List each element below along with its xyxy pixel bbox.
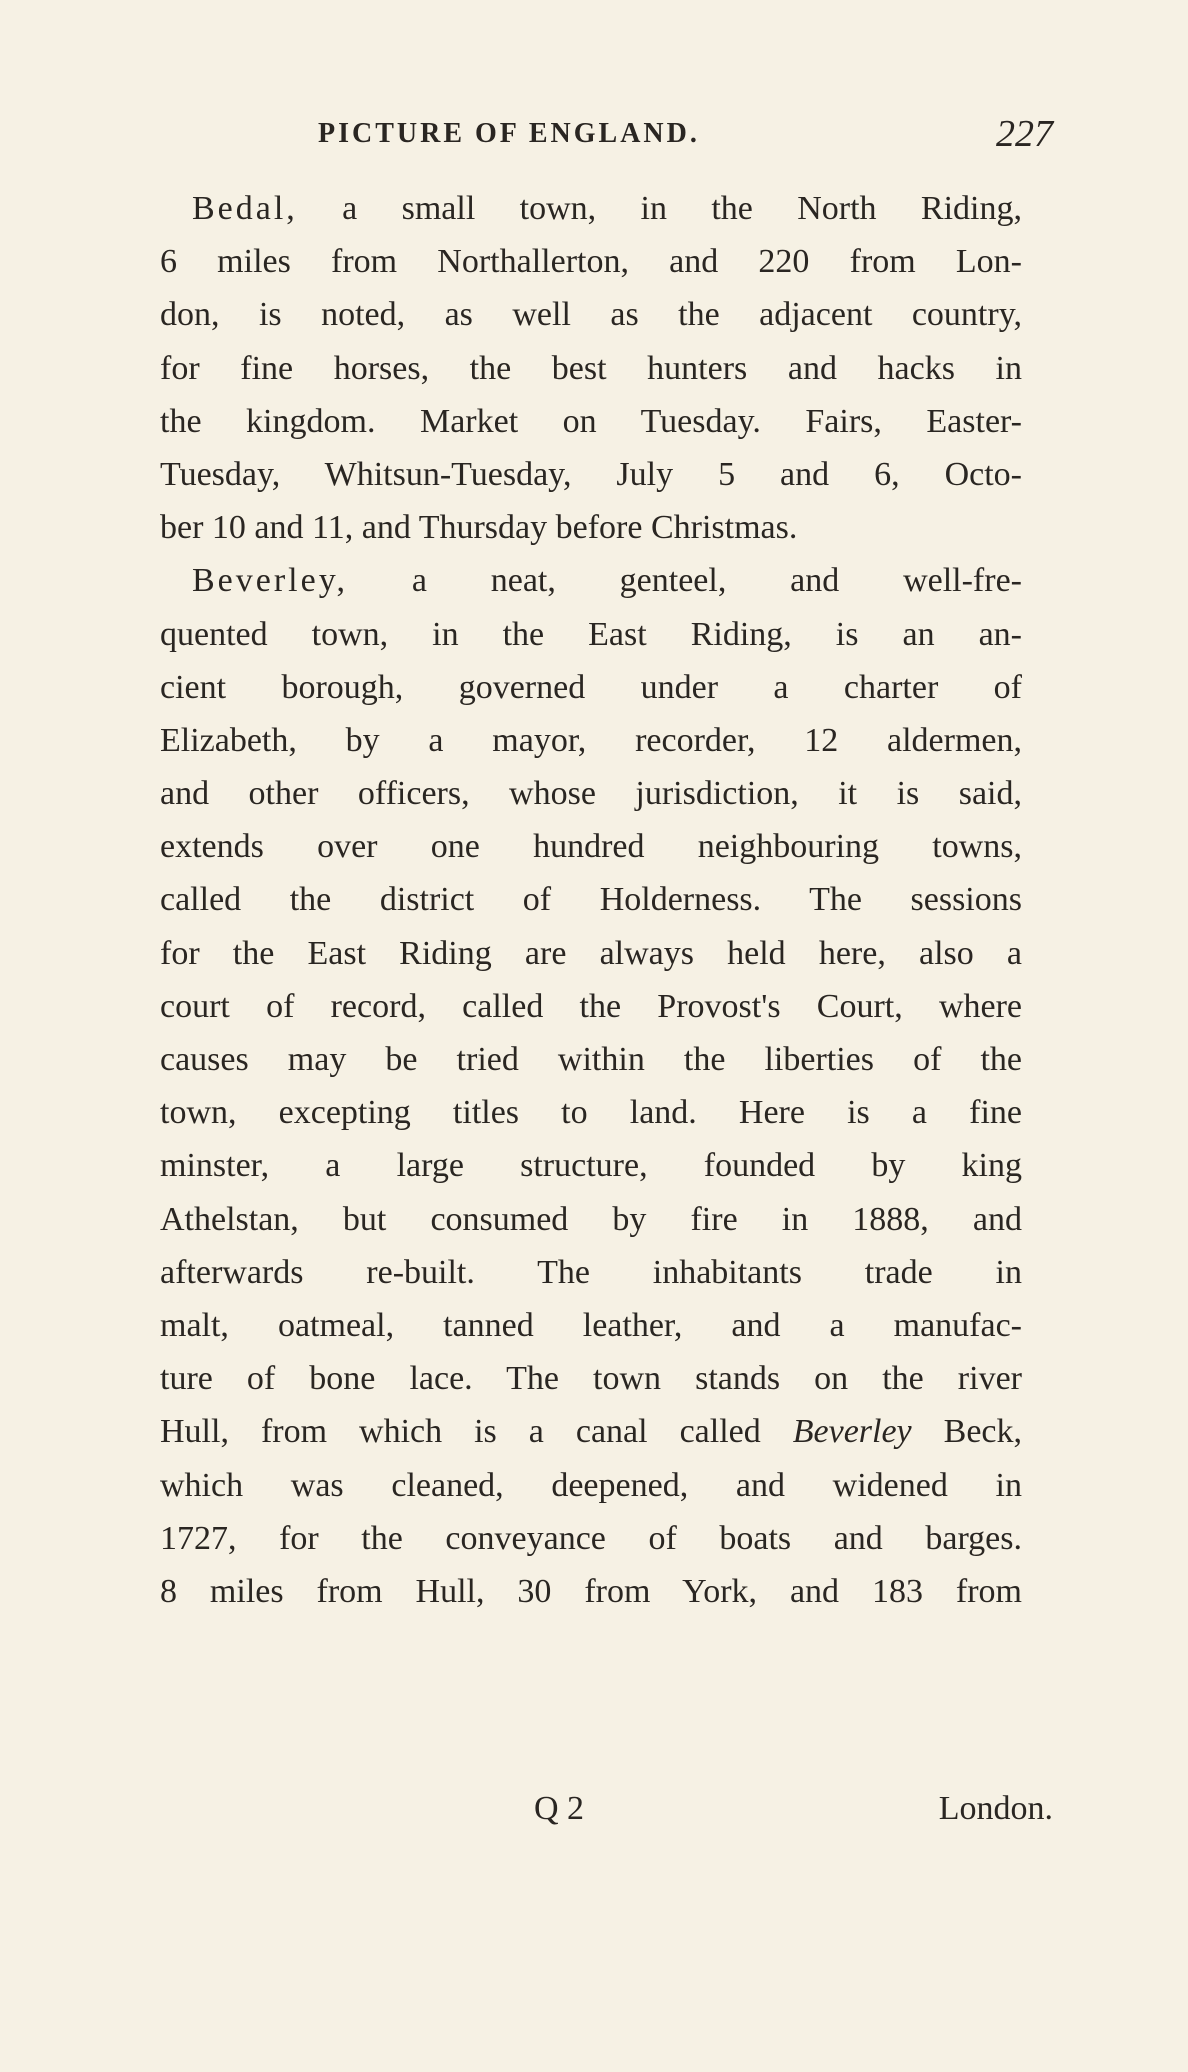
text-line: ber 10 and 11, and Thursday before Christmas. bbox=[160, 509, 798, 547]
text-line: for the East Riding are always held here, also a bbox=[160, 934, 1022, 972]
text-line: malt, oatmeal, tanned leather, and a manufac- bbox=[160, 1306, 1022, 1344]
text-line: extends over one hundred neighbouring towns, bbox=[160, 828, 1022, 866]
text-line: Tuesday, Whitsun-Tuesday, July 5 and 6, Octo- bbox=[160, 455, 1022, 493]
italic-beverley: Beverley bbox=[792, 1413, 912, 1451]
text-line: Elizabeth, by a mayor, recorder, 12 aldermen, bbox=[160, 721, 1022, 759]
text-line: Hull, from which is a canal called Beverley Beck, bbox=[160, 1413, 1022, 1451]
running-title: PICTURE OF ENGLAND. bbox=[318, 118, 700, 149]
text-line: called the district of Holderness. The sessions bbox=[160, 881, 1022, 919]
text-line: 6 miles from Northallerton, and 220 from Lon- bbox=[160, 243, 1022, 281]
text-line: Bedal, a small town, in the North Riding, bbox=[192, 190, 1022, 227]
text-line: quented town, in the East Riding, is an an- bbox=[160, 615, 1022, 653]
signature-mark: Q 2 bbox=[534, 1790, 585, 1827]
running-head bbox=[0, 113, 1188, 168]
text-line: minster, a large structure, founded by king bbox=[160, 1147, 1022, 1185]
text-line: which was cleaned, deepened, and widened in bbox=[160, 1466, 1022, 1504]
text-line: Athelstan, but consumed by fire in 1888, and bbox=[160, 1200, 1022, 1238]
text-line: causes may be tried within the liberties of the bbox=[160, 1041, 1022, 1078]
catchword: London. bbox=[938, 1790, 1053, 1827]
text-line: for fine horses, the best hunters and hacks in bbox=[160, 349, 1022, 387]
text-line: ture of bone lace. The town stands on the river bbox=[160, 1360, 1022, 1398]
text-line: the kingdom. Market on Tuesday. Fairs, Easter- bbox=[160, 402, 1022, 440]
text-line: afterwards re-built. The inhabitants trade in bbox=[160, 1253, 1022, 1291]
page-number: 227 bbox=[996, 113, 1053, 155]
text-line: and other officers, whose jurisdiction, it is said, bbox=[160, 775, 1022, 813]
text-line: town, excepting titles to land. Here is a fine bbox=[160, 1094, 1022, 1132]
text-line: 8 miles from Hull, 30 from York, and 183 from bbox=[160, 1572, 1022, 1610]
body-text bbox=[160, 182, 1022, 1618]
text-line: cient borough, governed under a charter of bbox=[160, 668, 1022, 706]
entry-heading-bedal: Bedal, bbox=[192, 190, 298, 227]
text-line: Beverley, a neat, genteel, and well-fre- bbox=[192, 562, 1022, 600]
text-line: 1727, for the conveyance of boats and barges. bbox=[160, 1519, 1022, 1557]
text-line: don, is noted, as well as the adjacent country, bbox=[160, 296, 1022, 334]
page-footer bbox=[0, 1782, 1188, 1836]
text-line: court of record, called the Provost's Court, where bbox=[160, 987, 1022, 1025]
entry-heading-beverley: Beverley, bbox=[192, 562, 349, 600]
